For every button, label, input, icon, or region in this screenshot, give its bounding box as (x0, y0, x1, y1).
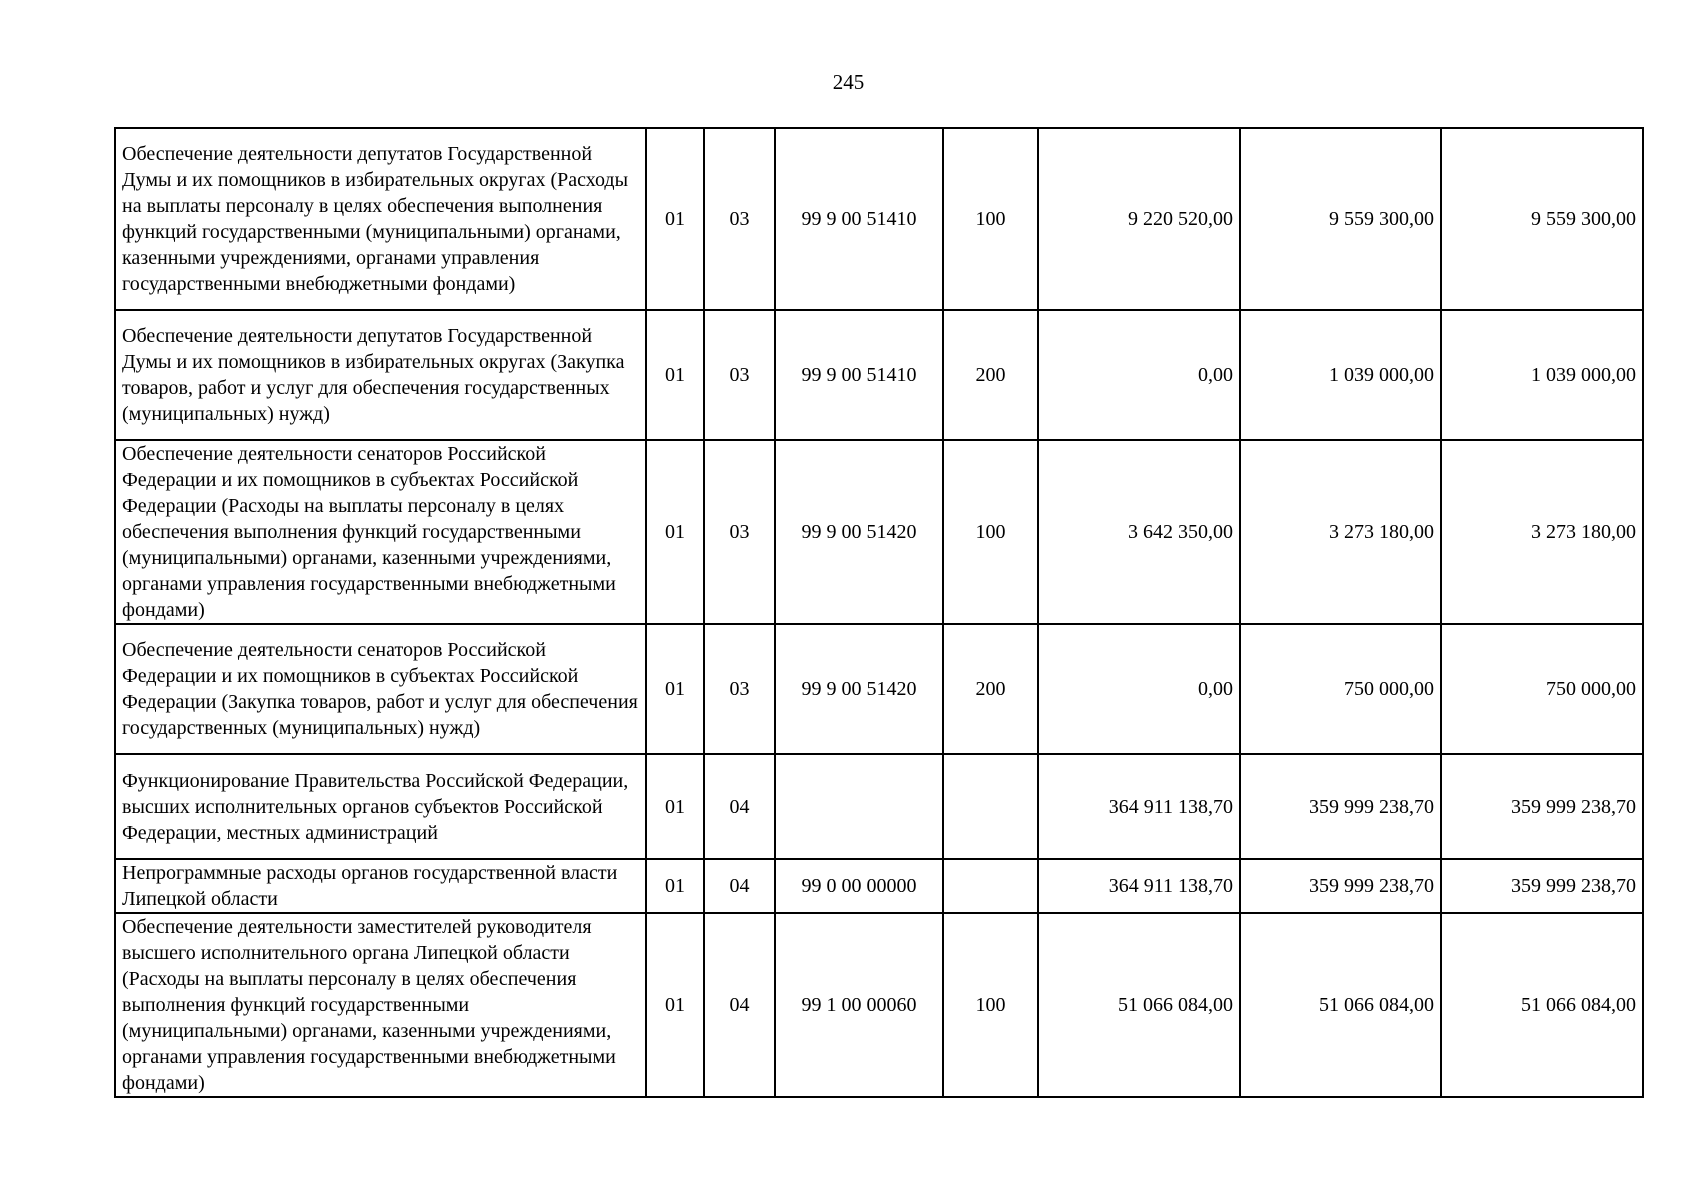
amount-year-2: 1 039 000,00 (1240, 310, 1441, 440)
table-row (115, 624, 1643, 754)
section-code: 01 (646, 624, 704, 754)
section-code: 01 (646, 440, 704, 624)
target-article-code: 99 1 00 00060 (775, 913, 943, 1097)
amount-year-1: 0,00 (1038, 624, 1240, 754)
subsection-code: 03 (704, 440, 775, 624)
amount-year-2: 9 559 300,00 (1240, 128, 1441, 310)
section-code: 01 (646, 310, 704, 440)
table-row (115, 128, 1643, 310)
amount-year-3: 1 039 000,00 (1441, 310, 1643, 440)
target-article-code: 99 9 00 51420 (775, 440, 943, 624)
table-row (115, 754, 1643, 859)
target-article-code: 99 0 00 00000 (775, 859, 943, 913)
amount-year-2: 3 273 180,00 (1240, 440, 1441, 624)
budget-table-body (115, 128, 1643, 1097)
amount-year-2: 359 999 238,70 (1240, 754, 1441, 859)
amount-year-1: 9 220 520,00 (1038, 128, 1240, 310)
row-description: Функционирование Правительства Российской Федерации, высших исполнительных органов субъектов Российской Федерации, местных администраций (115, 754, 646, 859)
amount-year-1: 51 066 084,00 (1038, 913, 1240, 1097)
target-article-code: 99 9 00 51410 (775, 128, 943, 310)
amount-year-3: 359 999 238,70 (1441, 754, 1643, 859)
row-description: Обеспечение деятельности сенаторов Российской Федерации и их помощников в субъектах Российской Федерации (Закупка товаров, работ и услуг для обеспечения государственных (муниципальных) нужд) (115, 624, 646, 754)
amount-year-1: 3 642 350,00 (1038, 440, 1240, 624)
expense-type-code: 100 (943, 913, 1038, 1097)
subsection-code: 03 (704, 128, 775, 310)
subsection-code: 04 (704, 859, 775, 913)
amount-year-3: 359 999 238,70 (1441, 859, 1643, 913)
amount-year-3: 750 000,00 (1441, 624, 1643, 754)
subsection-code: 04 (704, 913, 775, 1097)
row-description: Обеспечение деятельности депутатов Государственной Думы и их помощников в избирательных округах (Закупка товаров, работ и услуг для обеспечения государственных (муниципальных) нужд) (115, 310, 646, 440)
row-description: Обеспечение деятельности депутатов Государственной Думы и их помощников в избирательных округах (Расходы на выплаты персоналу в целях обеспечения выполнения функций государственными (муниципальными) органами, казенными учреждениями, органами управления государственными внебюджетными фондами) (115, 128, 646, 310)
amount-year-1: 364 911 138,70 (1038, 859, 1240, 913)
amount-year-3: 3 273 180,00 (1441, 440, 1643, 624)
table-row (115, 440, 1643, 624)
amount-year-2: 51 066 084,00 (1240, 913, 1441, 1097)
table-row (115, 859, 1643, 913)
section-code: 01 (646, 754, 704, 859)
amount-year-2: 750 000,00 (1240, 624, 1441, 754)
amount-year-2: 359 999 238,70 (1240, 859, 1441, 913)
section-code: 01 (646, 859, 704, 913)
expense-type-code (943, 754, 1038, 859)
expense-type-code: 100 (943, 128, 1038, 310)
target-article-code (775, 754, 943, 859)
target-article-code: 99 9 00 51420 (775, 624, 943, 754)
expense-type-code: 200 (943, 310, 1038, 440)
subsection-code: 03 (704, 310, 775, 440)
expense-type-code: 100 (943, 440, 1038, 624)
subsection-code: 03 (704, 624, 775, 754)
expense-type-code: 200 (943, 624, 1038, 754)
expense-type-code (943, 859, 1038, 913)
table-row (115, 310, 1643, 440)
section-code: 01 (646, 913, 704, 1097)
amount-year-3: 51 066 084,00 (1441, 913, 1643, 1097)
amount-year-1: 364 911 138,70 (1038, 754, 1240, 859)
table-row (115, 913, 1643, 1097)
budget-table (114, 127, 1644, 1098)
subsection-code: 04 (704, 754, 775, 859)
page-number: 245 (832, 70, 865, 94)
row-description: Непрограммные расходы органов государственной власти Липецкой области (115, 859, 646, 913)
section-code: 01 (646, 128, 704, 310)
amount-year-1: 0,00 (1038, 310, 1240, 440)
amount-year-3: 9 559 300,00 (1441, 128, 1643, 310)
target-article-code: 99 9 00 51410 (775, 310, 943, 440)
row-description: Обеспечение деятельности заместителей руководителя высшего исполнительного органа Липецкой области (Расходы на выплаты персоналу в целях обеспечения выполнения функций государственными (муниципальными) органами, казенными учреждениями, органами управления государственными внебюджетными фондами) (115, 913, 646, 1097)
row-description: Обеспечение деятельности сенаторов Российской Федерации и их помощников в субъектах Российской Федерации (Расходы на выплаты персоналу в целях обеспечения выполнения функций государственными (муниципальными) органами, казенными учреждениями, органами управления государственными внебюджетными фондами) (115, 440, 646, 624)
